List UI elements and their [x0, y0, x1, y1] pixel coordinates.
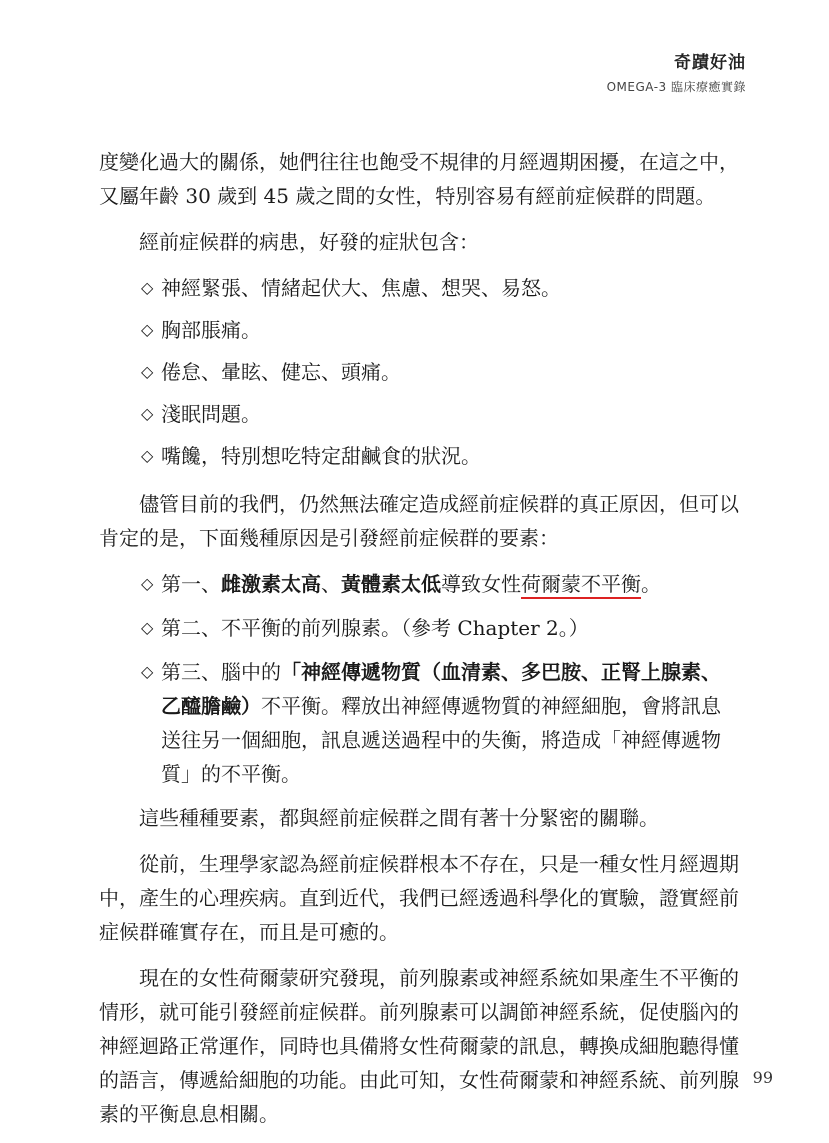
- cause-item-1: ◇ 第一、雌激素太高、黃體素太低導致女性荷爾蒙不平衡。: [99, 567, 739, 601]
- underlined-term: 荷爾蒙不平衡: [521, 572, 641, 596]
- paragraph-symptoms-intro: 經前症候群的病患，好發的症狀包含：: [139, 230, 479, 254]
- cause-item-2: ◇ 第二、不平衡的前列腺素。（參考 Chapter 2。）: [99, 611, 739, 645]
- paragraph-1: 度變化過大的關係，她們往往也飽受不規律的月經週期困擾，在這之中，又屬年齡 30 歲到 45 歲之間的女性，特別容易有經前症候群的問題。: [99, 150, 739, 208]
- diamond-bullet-icon: ◇: [141, 618, 154, 637]
- paragraph-causes-intro: 儘管目前的我們，仍然無法確定造成經前症候群的真正原因，但可以肯定的是，下面幾種原因是引發經前症候群的要素：: [99, 492, 739, 550]
- page-number: 99: [752, 1068, 773, 1087]
- paragraph-4: 這些種種要素，都與經前症候群之間有著十分緊密的關聯。: [139, 806, 659, 830]
- paragraph-5: 從前，生理學家認為經前症候群根本不存在，只是一種女性月經週期中，產生的心理疾病。直到近代，我們已經透過科學化的實驗，證實經前症候群確實存在，而且是可癒的。: [99, 852, 739, 944]
- diamond-bullet-icon: ◇: [141, 278, 154, 297]
- paragraph-6: 現在的女性荷爾蒙研究發現，前列腺素或神經系統如果產生不平衡的情形，就可能引發經前症候群。前列腺素可以調節神經系統，促使腦內的神經迴路正常運作，同時也具備將女性荷爾蒙的訊息，轉換成細胞聽得懂的語言，傳遞給細胞的功能。由此可知，女性荷爾蒙和神經系統、前列腺素的平衡息息相關。: [99, 966, 739, 1126]
- diamond-bullet-icon: ◇: [141, 404, 154, 423]
- running-header: [607, 48, 746, 95]
- page-body: [99, 145, 739, 1143]
- bold-term: 雌激素太高: [221, 572, 321, 596]
- bold-term: 「神經傳遞物質（血清素、多巴胺、正腎上腺素、乙醯膽鹼）: [161, 660, 721, 718]
- diamond-bullet-icon: ◇: [141, 320, 154, 339]
- diamond-bullet-icon: ◇: [141, 574, 154, 593]
- symptom-item: ◇ 淺眠問題。: [99, 397, 739, 431]
- symptom-item: ◇ 嘴饞，特別想吃特定甜鹹食的狀況。: [99, 439, 739, 473]
- book-subtitle: OMEGA-3 臨床療癒實錄: [606, 80, 746, 94]
- diamond-bullet-icon: ◇: [141, 662, 154, 681]
- bold-term: 黃體素太低: [341, 572, 441, 596]
- symptom-item: ◇ 神經緊張、情緒起伏大、焦慮、想哭、易怒。: [99, 271, 739, 305]
- book-title: 奇蹟好油: [674, 53, 746, 73]
- diamond-bullet-icon: ◇: [141, 446, 154, 465]
- symptom-item: ◇ 胸部脹痛。: [99, 313, 739, 347]
- diamond-bullet-icon: ◇: [141, 362, 154, 381]
- cause-item-3: ◇ 第三、腦中的「神經傳遞物質（血清素、多巴胺、正腎上腺素、乙醯膽鹼）不平衡。釋放出神經傳遞物質的神經細胞，會將訊息送往另一個細胞，訊息遞送過程中的失衡，將造成「神經傳遞物質」的不平衡。: [99, 655, 739, 791]
- symptom-item: ◇ 倦怠、暈眩、健忘、頭痛。: [99, 355, 739, 389]
